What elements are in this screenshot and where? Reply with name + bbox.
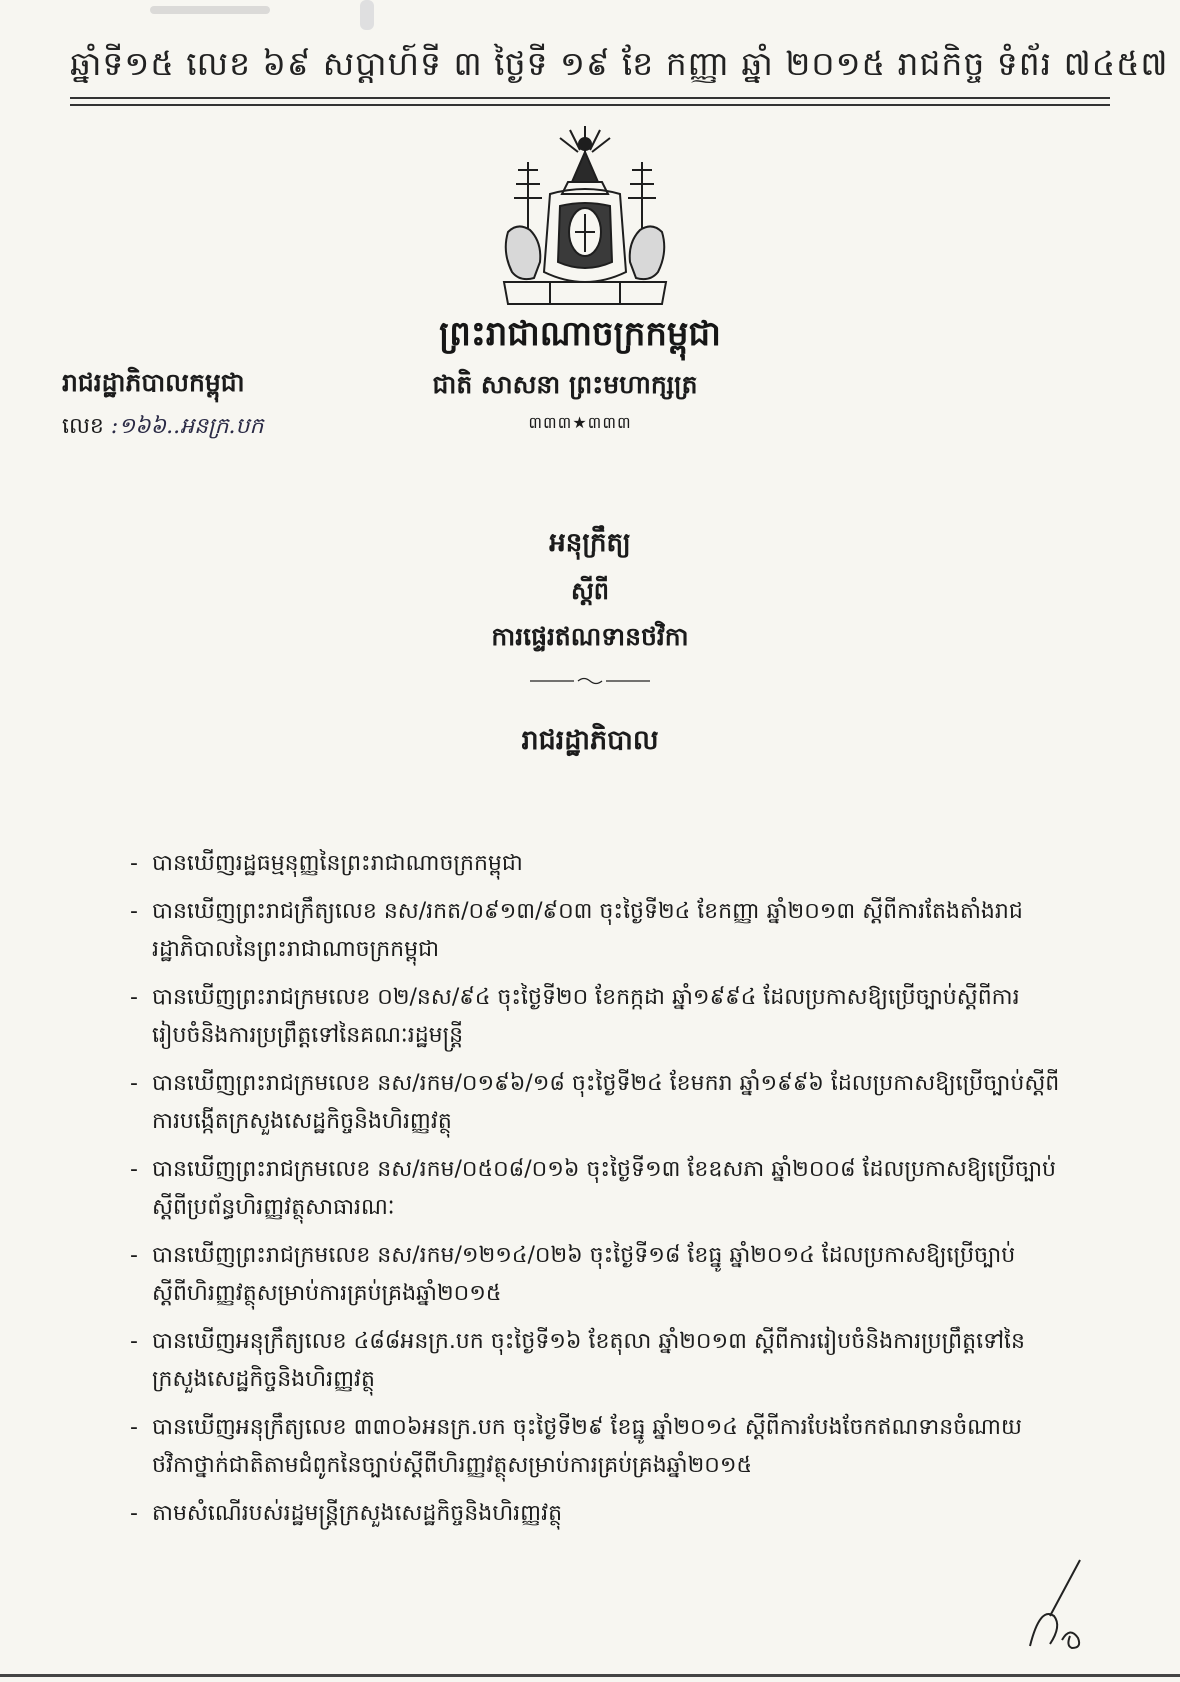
recital-dash: - bbox=[130, 899, 138, 924]
recital-dash: - bbox=[130, 985, 138, 1010]
royal-coat-of-arms-icon bbox=[490, 122, 680, 312]
government-heading: រាជរដ្ឋាភិបាល bbox=[521, 725, 659, 756]
issuing-authority: រាជរដ្ឋាភិបាលកម្ពុជា bbox=[62, 368, 245, 397]
recital-item: - បានឃើញព្រះរាជក្រមលេខ នស/រកម/១២១៤/០២៦ ចុះថ្ងៃទី១៨ ខែធ្នូ ឆ្នាំ២០១៤ ដែលប្រកាសឱ្យប្រើច្បាប់ស្ដីពីហិរញ្ញវត្ថុសម្រាប់ការគ្រប់គ្រងឆ្នាំ២០១៥ bbox=[130, 1237, 1060, 1313]
recital-dash: - bbox=[130, 1071, 138, 1096]
recital-item: - បានឃើញអនុក្រឹត្យលេខ ៣៣០៦អនក្រ.បក ចុះថ្ងៃទី២៩ ខែធ្នូ ឆ្នាំ២០១៤ ស្ដីពីការបែងចែកឥណទានចំណាយថវិកាថ្នាក់ជាតិតាមជំពូកនៃច្បាប់ស្ដីពីហិរញ្ញវត្ថុសម្រាប់ការគ្រប់គ្រងឆ្នាំ២០១៥ bbox=[130, 1409, 1060, 1485]
recital-item: - តាមសំណើរបស់រដ្ឋមន្ត្រីក្រសួងសេដ្ឋកិច្ចនិងហិរញ្ញវត្ថុ bbox=[130, 1495, 1060, 1533]
recital-item: - បានឃើញព្រះរាជក្រមលេខ ០២/នស/៩៤ ចុះថ្ងៃទី២០ ខែកក្កដា ឆ្នាំ១៩៩៤ ដែលប្រកាសឱ្យប្រើច្បាប់ស្ដីពីការរៀបចំនិងការប្រព្រឹត្តទៅនៃគណៈរដ្ឋមន្ត្រី bbox=[130, 979, 1060, 1055]
document-type: អនុក្រឹត្យ bbox=[549, 528, 631, 558]
page-bottom-edge bbox=[0, 1674, 1180, 1677]
scan-smudge bbox=[150, 6, 270, 14]
recital-dash: - bbox=[130, 1157, 138, 1182]
document-subject: ការផ្ទេរឥណទានថវិកា bbox=[491, 622, 689, 651]
number-label: លេខ bbox=[62, 414, 104, 439]
kingdom-name: ព្រះរាជាណាចក្រកម្ពុជា bbox=[439, 314, 721, 354]
recital-item: - បានឃើញព្រះរាជក្រមលេខ នស/រកម/០១៩៦/១៨ ចុះថ្ងៃទី២៤ ខែមករា ឆ្នាំ១៩៩៦ ដែលប្រកាសឱ្យប្រើច្បាប់ស្ដីពីការបង្កើតក្រសួងសេដ្ឋកិច្ចនិងហិរញ្ញវត្ថុ bbox=[130, 1065, 1060, 1141]
number-value: :១៦៦..អនក្រ.បក bbox=[110, 414, 264, 439]
recital-dash: - bbox=[130, 1415, 138, 1440]
recital-dash: - bbox=[130, 1243, 138, 1268]
motto-ornament: ៣៣៣★៣៣៣ bbox=[528, 413, 632, 432]
scan-smudge bbox=[360, 0, 374, 30]
header-double-rule bbox=[70, 97, 1110, 106]
recital-dash: - bbox=[130, 851, 138, 876]
recital-list bbox=[130, 845, 1060, 1543]
handwritten-initials bbox=[1010, 1556, 1100, 1656]
recital-dash: - bbox=[130, 1501, 138, 1526]
national-motto: ជាតិ សាសនា ព្រះមហាក្សត្រ bbox=[432, 370, 698, 399]
recital-dash: - bbox=[130, 1329, 138, 1354]
about-label: ស្ដីពី bbox=[570, 577, 610, 605]
recital-item: - បានឃើញអនុក្រឹត្យលេខ ៤៨៨អនក្រ.បក ចុះថ្ងៃទី១៦ ខែតុលា ឆ្នាំ២០១៣ ស្ដីពីការរៀបចំនិងការប្រព្រឹត្តទៅនៃក្រសួងសេដ្ឋកិច្ចនិងហិរញ្ញវត្ថុ bbox=[130, 1323, 1060, 1399]
recital-item: - បានឃើញរដ្ឋធម្មនុញ្ញនៃព្រះរាជាណាចក្រកម្ពុជា bbox=[130, 845, 1060, 883]
gazette-header: ឆ្នាំទី១៥ លេខ ៦៩ សប្ដាហ៍ទី ៣ ថ្ងៃទី ១៩ ខែ កញ្ញា ឆ្នាំ ២០១៥ រាជកិច្ច ទំព័រ ៧៤៥៧ bbox=[70, 44, 1169, 83]
document-number bbox=[62, 412, 382, 444]
title-divider bbox=[530, 676, 650, 686]
recital-item: - បានឃើញព្រះរាជក្រមលេខ នស/រកម/០៥០៨/០១៦ ចុះថ្ងៃទី១៣ ខែឧសភា ឆ្នាំ២០០៨ ដែលប្រកាសឱ្យប្រើច្បាប់ស្ដីពីប្រព័ន្ធហិរញ្ញវត្ថុសាធារណៈ bbox=[130, 1151, 1060, 1227]
recital-item: - បានឃើញព្រះរាជក្រឹត្យលេខ នស/រកត/០៩១៣/៩០៣ ចុះថ្ងៃទី២៤ ខែកញ្ញា ឆ្នាំ២០១៣ ស្ដីពីការតែងតាំងរាជរដ្ឋាភិបាលនៃព្រះរាជាណាចក្រកម្ពុជា bbox=[130, 893, 1060, 969]
